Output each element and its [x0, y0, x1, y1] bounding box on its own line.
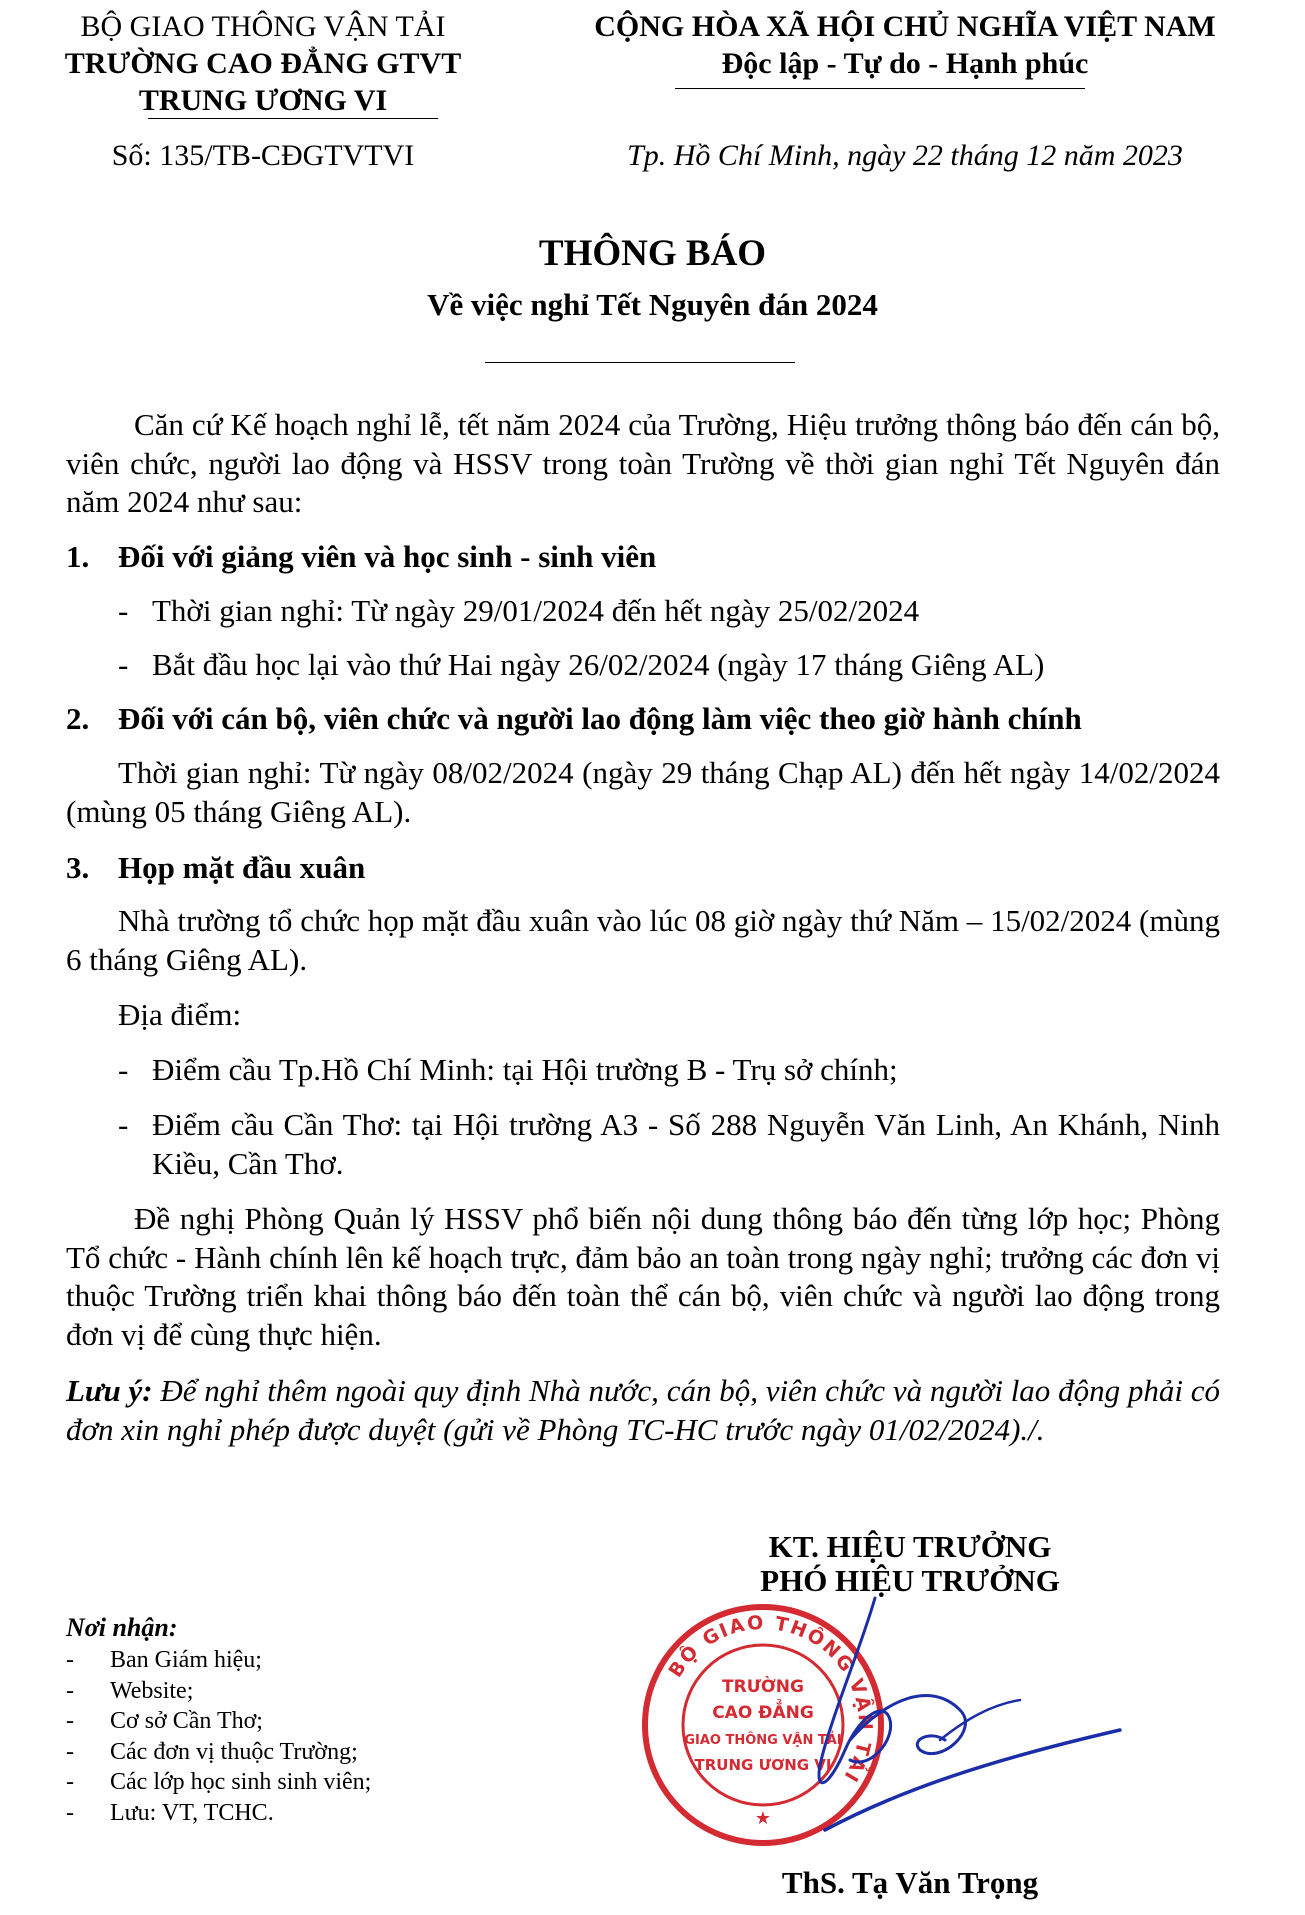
venue-can-tho: Điểm cầu Cần Thơ: tại Hội trường A3 - Số 288 Nguyễn Văn Linh, An Khánh, Ninh Kiều, Cần Thơ. — [152, 1107, 1220, 1181]
document-subject: Về việc nghỉ Tết Nguyên đán 2024 — [427, 287, 878, 322]
section-1-title: Đối với giảng viên và học sinh - sinh viên — [118, 539, 657, 574]
handwritten-signature — [790, 1590, 1130, 1850]
note-paragraph — [66, 1372, 1220, 1449]
request-paragraph: Đề nghị Phòng Quản lý HSSV phổ biến nội dung thông báo đến từng lớp học; Phòng Tổ chức - Hành chính lên kế hoạch trực, đảm bảo an toàn trong ngày nghỉ; trưởng các đơn vị thuộc Trường triển khai thông báo đến toàn thể cán bộ, viên chức và người lao động trong đơn vị để cùng thực hiện. — [66, 1201, 1220, 1352]
section-3-text: Nhà trường tổ chức họp mặt đầu xuân vào lúc 08 giờ ngày thứ Năm – 15/02/2024 (mùng 6 tháng Giêng AL). — [66, 903, 1220, 977]
place-and-date: Tp. Hồ Chí Minh, ngày 22 tháng 12 năm 2023 — [627, 139, 1183, 172]
seal-ring-text: BỘ GIAO THÔNG VẬN TẢI — [664, 1611, 877, 1788]
recipient-item: - Lưu: VT, TCHC. — [66, 1799, 274, 1826]
section-1-resume-date: Bắt đầu học lại vào thứ Hai ngày 26/02/2024 (ngày 17 tháng Giêng AL) — [152, 647, 1045, 682]
recipient-item: - Các lớp học sinh sinh viên; — [66, 1769, 372, 1795]
recipients-list — [66, 1645, 466, 1828]
signature-title — [690, 1530, 1130, 1598]
bullet-dash: - — [118, 1107, 129, 1142]
venue-label: Địa điểm: — [118, 997, 242, 1032]
national-header — [515, 8, 1295, 82]
recipient-item: - Website; — [66, 1677, 194, 1704]
recipient-item: - Cơ sở Cần Thơ; — [66, 1708, 263, 1734]
title-divider — [485, 362, 795, 363]
national-motto: Độc lập - Tự do - Hạnh phúc — [721, 47, 1089, 80]
recipient-item: - Các đơn vị thuộc Trường; — [66, 1738, 358, 1765]
seal-line2: CAO ĐẲNG — [712, 1703, 814, 1723]
seal-line4: TRUNG ƯƠNG VI — [694, 1756, 832, 1774]
agency-underline — [148, 118, 438, 119]
school-name-line1: TRƯỜNG CAO ĐẲNG GTVT — [64, 47, 462, 80]
note-text: Để nghỉ thêm ngoài quy định Nhà nước, cán bộ, viên chức và người lao động phải có đơn xin nghỉ phép được duyệt (gửi về Phòng TC-HC trước ngày 01/02/2024)./. — [66, 1373, 1220, 1447]
school-name-line2: TRUNG ƯƠNG VI — [138, 84, 388, 117]
intro-paragraph: Căn cứ Kế hoạch nghỉ lễ, tết năm 2024 của Trường, Hiệu trưởng thông báo đến cán bộ, viên chức, người lao động và HSSV trong toàn Trường về thời gian nghỉ Tết Nguyên đán năm 2024 như sau: — [66, 407, 1220, 519]
agency-header — [38, 8, 488, 119]
seal-star-icon: ★ — [754, 1808, 772, 1828]
recipient-item: - Ban Giám hiệu; — [66, 1647, 262, 1673]
venue-hcm: Điểm cầu Tp.Hồ Chí Minh: tại Hội trường B - Trụ sở chính; — [152, 1052, 898, 1087]
signature-line2: PHÓ HIỆU TRƯỞNG — [760, 1563, 1060, 1598]
bullet-dash: - — [118, 1052, 129, 1087]
section-2-title: Đối với cán bộ, viên chức và người lao động làm việc theo giờ hành chính — [118, 701, 1082, 736]
seal-line3: GIAO THÔNG VẬN TẢI — [684, 1733, 842, 1748]
motto-underline — [675, 88, 1085, 89]
document-title: THÔNG BÁO — [538, 233, 767, 274]
recipients-label: Nơi nhận: — [66, 1613, 178, 1642]
seal-line1: TRƯỜNG — [722, 1677, 804, 1697]
signer-name: ThS. Tạ Văn Trọng — [781, 1865, 1039, 1900]
nation-name: CỘNG HÒA XÃ HỘI CHỦ NGHĨA VIỆT NAM — [594, 10, 1216, 43]
section-1-number: 1. — [66, 539, 90, 574]
section-2-number: 2. — [66, 701, 90, 736]
ministry-name: BỘ GIAO THÔNG VẬN TẢI — [80, 10, 446, 43]
signature-line1: KT. HIỆU TRƯỞNG — [768, 1529, 1052, 1564]
section-3-title: Họp mặt đầu xuân — [118, 850, 366, 885]
document-number: Số: 135/TB-CĐGTVTVI — [111, 139, 415, 172]
bullet-dash: - — [118, 647, 129, 682]
section-2-text: Thời gian nghỉ: Từ ngày 08/02/2024 (ngày 29 tháng Chạp AL) đến hết ngày 14/02/2024 (mùng 05 tháng Giêng AL). — [66, 755, 1220, 829]
section-1-leave-period: Thời gian nghỉ: Từ ngày 29/01/2024 đến hết ngày 25/02/2024 — [152, 593, 920, 628]
bullet-dash: - — [118, 593, 129, 628]
note-label: Lưu ý: — [66, 1373, 153, 1408]
section-3-number: 3. — [66, 850, 90, 885]
